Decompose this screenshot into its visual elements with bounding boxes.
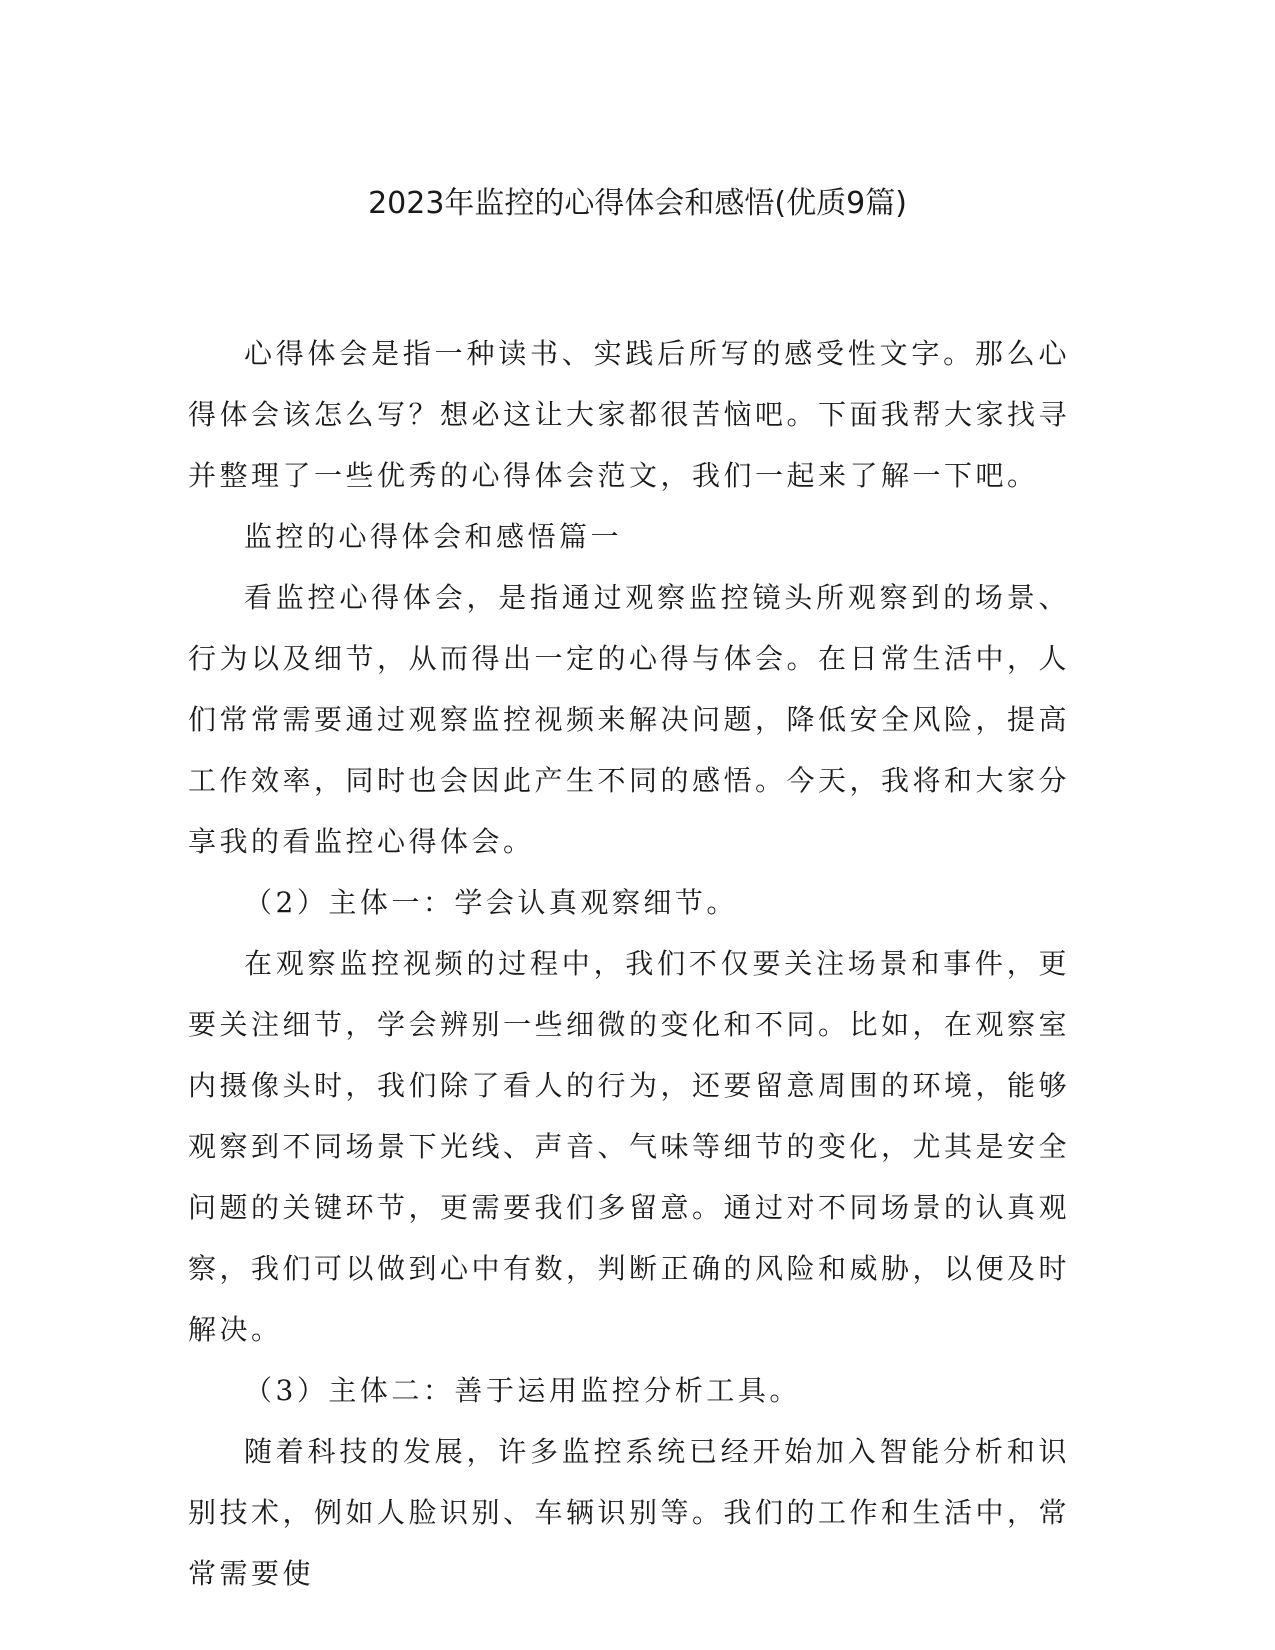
subheading-main-point-1: （2）主体一：学会认真观察细节。	[244, 886, 738, 919]
body-paragraph-2: 在观察监控视频的过程中，我们不仅要关注场景和事件，更要关注细节，学会辨别一些细微的变化和不同。比如，在观察室内摄像头时，我们除了看人的行为，还要留意周围的环境，能够观察到不同场景下光线、声音、气味等细节的变化，尤其是安全问题的关键环节，更需要我们多留意。通过对不同场景的认真观察，我们可以做到心中有数，判断正确的风险和威胁，以便及时解决。	[188, 947, 1071, 1346]
section-heading: 监控的心得体会和感悟篇一	[244, 520, 623, 553]
intro-paragraph: 心得体会是指一种读书、实践后所写的感受性文字。那么心得体会该怎么写？想必这让大家都很苦恼吧。下面我帮大家找寻并整理了一些优秀的心得体会范文，我们一起来了解一下吧。	[188, 337, 1071, 492]
subheading-main-point-2: （3）主体二：善于运用监控分析工具。	[244, 1374, 801, 1407]
body-paragraph-1: 看监控心得体会，是指通过观察监控镜头所观察到的场景、行为以及细节，从而得出一定的心得与体会。在日常生活中，人们常常需要通过观察监控视频来解决问题，降低安全风险，提高工作效率，同时也会因此产生不同的感悟。今天，我将和大家分享我的看监控心得体会。	[188, 581, 1071, 858]
body-paragraph-3: 随着科技的发展，许多监控系统已经开始加入智能分析和识别技术，例如人脸识别、车辆识别等。我们的工作和生活中，常常需要使	[188, 1435, 1071, 1590]
document-body	[188, 323, 1070, 1604]
document-title: 2023年监控的心得体会和感悟(优质9篇)	[368, 186, 907, 221]
